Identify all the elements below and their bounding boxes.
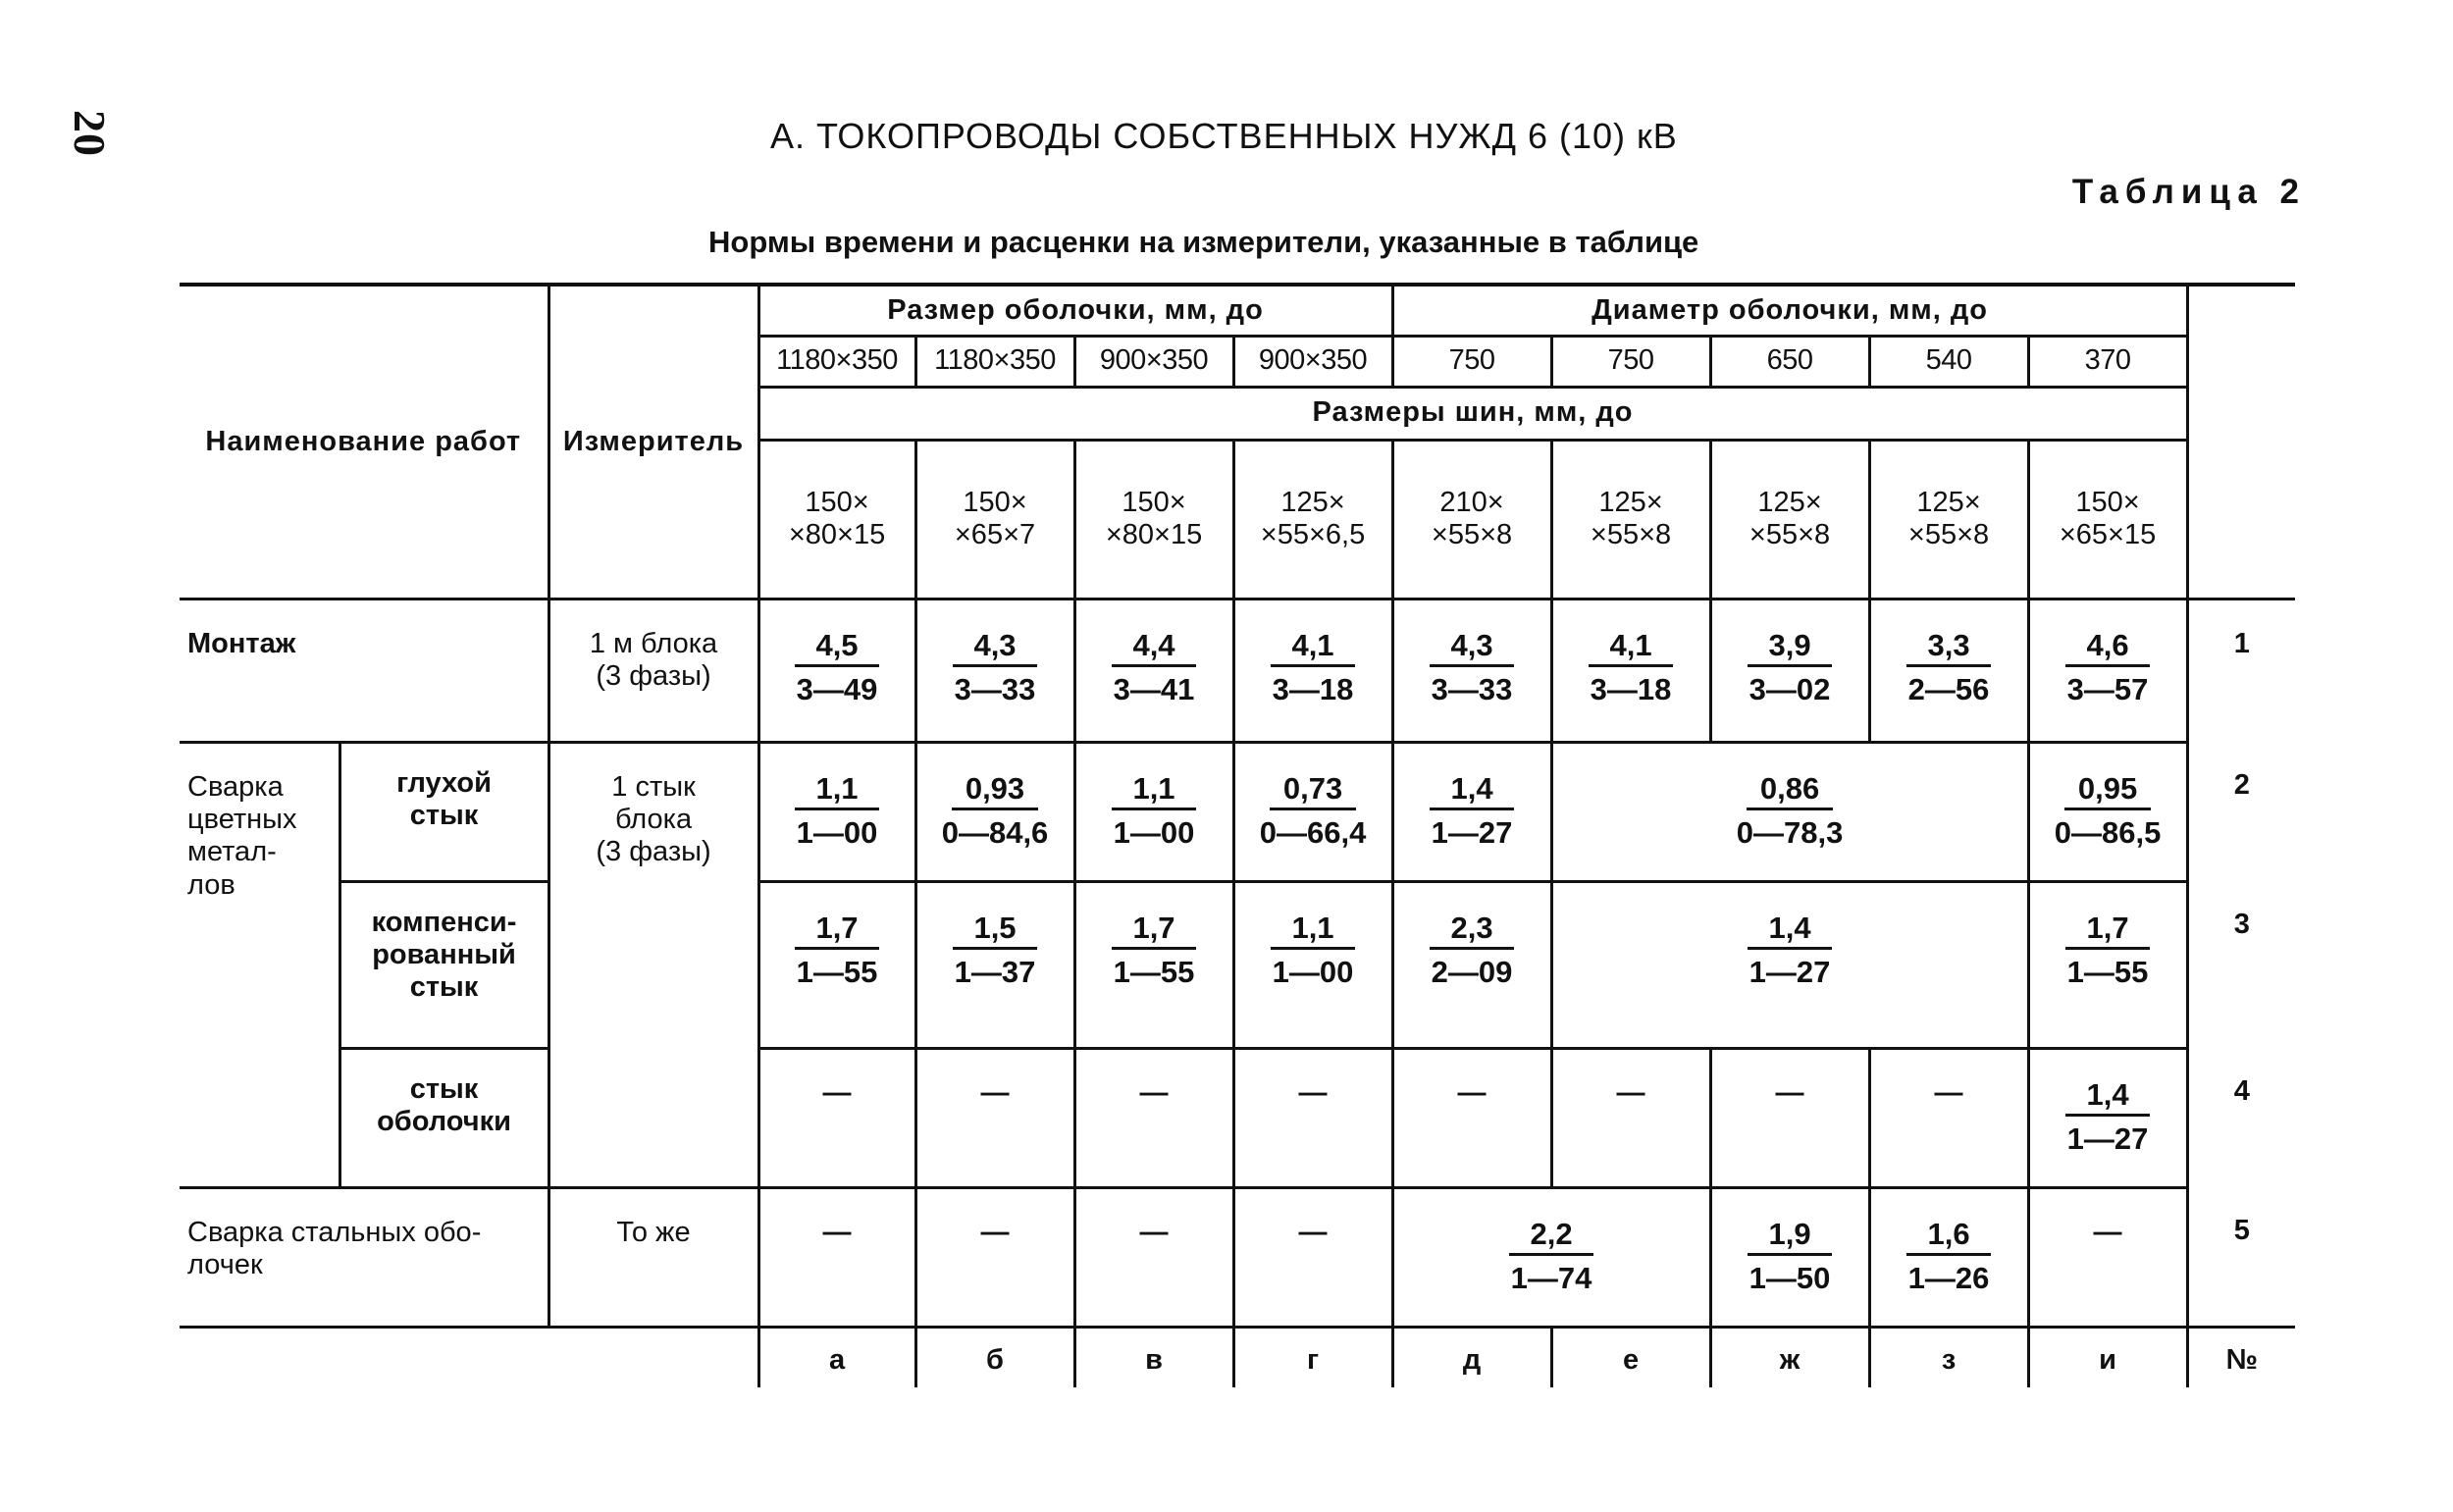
fraction-numerator: 1,7 <box>1112 911 1196 951</box>
meter-joint-block <box>548 742 758 1187</box>
r2-cell-e-z-merged <box>1551 742 2028 881</box>
fraction <box>1430 628 1514 707</box>
bus-dim-line: ×55×8 <box>1590 519 1672 550</box>
work-line: Сварка стальных обо- <box>187 1216 482 1248</box>
fraction-denominator: 1—00 <box>796 815 878 851</box>
col-letter-v: в <box>1074 1327 1233 1387</box>
fraction <box>1737 771 1844 851</box>
r2-cell-a <box>758 742 915 881</box>
fraction-denominator: 3—33 <box>954 672 1036 707</box>
fraction-denominator: 1—50 <box>1748 1261 1831 1296</box>
col-letter-no: № <box>2187 1327 2295 1387</box>
bus-dim-e <box>1551 440 1710 599</box>
fraction-denominator: 1—55 <box>2066 955 2149 990</box>
r2-cell-i <box>2028 742 2187 881</box>
fraction-numerator: 1,6 <box>1906 1217 1991 1257</box>
welding-line: цветных <box>187 803 297 835</box>
bus-dim-line: 150× <box>963 486 1027 518</box>
fraction <box>795 771 879 851</box>
fraction-denominator: 3—49 <box>796 672 878 707</box>
sub-line: глухой <box>396 766 492 799</box>
r2-cell-v <box>1074 742 1233 881</box>
fraction-numerator: 1,9 <box>1748 1217 1832 1257</box>
fraction <box>1271 628 1355 707</box>
r5-cell-i: — <box>2028 1187 2187 1327</box>
fraction-denominator: 1—27 <box>2066 1121 2149 1157</box>
col-letter-a: а <box>758 1327 915 1387</box>
r4-cell-i <box>2028 1048 2187 1187</box>
shell-dim-a: 1180×350 <box>758 336 915 387</box>
r1-cell-i <box>2028 599 2187 742</box>
bus-dim-a <box>758 440 915 599</box>
fraction <box>1112 911 1196 990</box>
r3-cell-e-z-merged <box>1551 881 2028 1048</box>
r5-cell-g: — <box>1233 1187 1392 1327</box>
r5-cell-z <box>1869 1187 2028 1327</box>
r1-cell-zh <box>1710 599 1869 742</box>
r4-cell-d: — <box>1392 1048 1551 1187</box>
shell-dim-z: 540 <box>1869 336 2028 387</box>
footer-blank-work <box>180 1327 548 1387</box>
fraction-numerator: 1,7 <box>795 911 879 951</box>
bus-dim-line: 125× <box>1280 486 1345 518</box>
r2-cell-b <box>915 742 1074 881</box>
fraction-numerator: 0,86 <box>1747 771 1833 811</box>
welding-line: метал- <box>187 836 277 868</box>
header-no-column <box>2187 285 2295 599</box>
meter-line: (3 фазы) <box>596 836 711 868</box>
r3-cell-g <box>1233 881 1392 1048</box>
bus-dim-line: ×80×15 <box>1105 519 1203 550</box>
sub-line: оболочки <box>377 1105 511 1137</box>
r5-cell-b: — <box>915 1187 1074 1327</box>
work-sub-shell-joint <box>339 1048 548 1187</box>
bus-dim-line: ×80×15 <box>788 519 886 550</box>
r5-cell-d-e-merged <box>1392 1187 1710 1327</box>
fraction-denominator: 1—27 <box>1748 955 1831 990</box>
r3-cell-a <box>758 881 915 1048</box>
work-name-steel-shell-welding <box>180 1187 548 1327</box>
fraction-numerator: 1,4 <box>2065 1077 2150 1118</box>
r5-cell-a: — <box>758 1187 915 1327</box>
fraction <box>795 628 879 707</box>
row-number-3: 3 <box>2187 881 2295 1048</box>
r4-cell-zh: — <box>1710 1048 1869 1187</box>
fraction-denominator: 2—09 <box>1431 955 1513 990</box>
r1-cell-z <box>1869 599 2028 742</box>
fraction-numerator: 4,3 <box>1430 628 1514 668</box>
fraction <box>1112 628 1196 707</box>
fraction-numerator: 4,5 <box>795 628 879 668</box>
fraction <box>1748 911 1832 990</box>
meter-block-3phase <box>548 599 758 742</box>
sub-line: стык <box>409 1072 479 1105</box>
r4-cell-z: — <box>1869 1048 2028 1187</box>
fraction <box>1260 771 1367 851</box>
col-letter-i: и <box>2028 1327 2187 1387</box>
fraction-denominator: 0—66,4 <box>1259 815 1367 851</box>
sub-line: компенси- <box>371 906 517 938</box>
work-line: лочек <box>187 1248 263 1280</box>
r1-cell-e <box>1551 599 1710 742</box>
fraction <box>1112 771 1196 851</box>
row-number-4: 4 <box>2187 1048 2295 1187</box>
welding-line: лов <box>187 868 235 901</box>
col-letter-b: б <box>915 1327 1074 1387</box>
fraction-denominator: 0—86,5 <box>2054 815 2162 851</box>
fraction-numerator: 1,1 <box>1271 911 1355 951</box>
fraction-numerator: 4,1 <box>1271 628 1355 668</box>
bus-dim-i <box>2028 440 2187 599</box>
fraction-numerator: 4,4 <box>1112 628 1196 668</box>
bus-dim-line: 150× <box>2075 486 2140 518</box>
row-number-2: 2 <box>2187 742 2295 881</box>
bus-dim-line: ×55×8 <box>1748 519 1831 550</box>
fraction <box>2065 1077 2150 1157</box>
fraction <box>1589 628 1673 707</box>
shell-dim-d: 750 <box>1392 336 1551 387</box>
shell-dim-g: 900×350 <box>1233 336 1392 387</box>
fraction-numerator: 1,1 <box>1112 771 1196 811</box>
fraction-numerator: 4,3 <box>953 628 1037 668</box>
bus-dim-b <box>915 440 1074 599</box>
col-letter-g: г <box>1233 1327 1392 1387</box>
fraction <box>2065 911 2150 990</box>
bus-dim-line: ×65×15 <box>2059 519 2157 550</box>
sub-line: рованный <box>372 938 516 970</box>
fraction-numerator: 2,2 <box>1509 1217 1593 1257</box>
fraction-numerator: 3,3 <box>1906 628 1991 668</box>
header-meter: Измеритель <box>548 285 758 599</box>
fraction-denominator: 3—18 <box>1272 672 1354 707</box>
r3-cell-b <box>915 881 1074 1048</box>
work-name-montage: Монтаж <box>180 599 548 742</box>
fraction-denominator: 0—84,6 <box>941 815 1049 851</box>
bus-dim-line: 125× <box>1757 486 1822 518</box>
row-number-5: 5 <box>2187 1187 2295 1327</box>
bus-dim-line: ×65×7 <box>954 519 1036 550</box>
header-bus-size-group: Размеры шин, мм, до <box>758 387 2187 440</box>
fraction-numerator: 1,1 <box>795 771 879 811</box>
fraction-denominator: 1—55 <box>796 955 878 990</box>
fraction-numerator: 1,4 <box>1430 771 1514 811</box>
r3-cell-d <box>1392 881 1551 1048</box>
sub-line: стык <box>409 971 479 1004</box>
fraction <box>1509 1217 1593 1296</box>
fraction-numerator: 3,9 <box>1748 628 1832 668</box>
fraction <box>1748 628 1832 707</box>
bus-dim-z <box>1869 440 2028 599</box>
fraction-numerator: 0,95 <box>2064 771 2151 811</box>
fraction <box>1748 1217 1832 1296</box>
fraction-denominator: 1—27 <box>1431 815 1513 851</box>
fraction-denominator: 1—00 <box>1272 955 1354 990</box>
r1-cell-d <box>1392 599 1551 742</box>
col-letter-d: д <box>1392 1327 1551 1387</box>
bus-dim-v <box>1074 440 1233 599</box>
header-work-name: Наименование работ <box>180 285 548 599</box>
r5-cell-zh <box>1710 1187 1869 1327</box>
shell-dim-v: 900×350 <box>1074 336 1233 387</box>
bus-dim-line: ×55×8 <box>1431 519 1513 550</box>
page-number: 20 <box>65 110 115 157</box>
r4-cell-g: — <box>1233 1048 1392 1187</box>
section-title: А. ТОКОПРОВОДЫ СОБСТВЕННЫХ НУЖД 6 (10) кВ <box>770 116 1678 156</box>
fraction <box>1271 911 1355 990</box>
col-letter-z: з <box>1869 1327 2028 1387</box>
fraction-denominator: 1—55 <box>1113 955 1195 990</box>
r1-cell-a <box>758 599 915 742</box>
header-shell-size-group: Размер оболочки, мм, до <box>758 285 1392 336</box>
fraction-numerator: 1,7 <box>2065 911 2150 951</box>
fraction-denominator: 0—78,3 <box>1736 815 1844 851</box>
fraction <box>2055 771 2162 851</box>
fraction-numerator: 1,4 <box>1748 911 1832 951</box>
welding-line: Сварка <box>187 770 284 803</box>
fraction <box>2065 628 2150 707</box>
row-number-1: 1 <box>2187 599 2295 742</box>
r1-cell-g <box>1233 599 1392 742</box>
meter-line: 1 м блока <box>589 627 718 659</box>
r3-cell-v <box>1074 881 1233 1048</box>
bus-dim-line: 210× <box>1439 486 1504 518</box>
fraction-numerator: 4,6 <box>2065 628 2150 668</box>
fraction <box>795 911 879 990</box>
fraction <box>953 911 1037 990</box>
r2-cell-d <box>1392 742 1551 881</box>
fraction-denominator: 1—26 <box>1907 1261 1990 1296</box>
r1-cell-v <box>1074 599 1233 742</box>
fraction <box>1906 628 1991 707</box>
col-letter-zh: ж <box>1710 1327 1869 1387</box>
r2-cell-g <box>1233 742 1392 881</box>
bus-dim-zh <box>1710 440 1869 599</box>
meter-same: То же <box>548 1187 758 1327</box>
work-sub-compensated-joint <box>339 881 548 1048</box>
fraction <box>1430 771 1514 851</box>
col-letter-e: е <box>1551 1327 1710 1387</box>
fraction-numerator: 1,5 <box>953 911 1037 951</box>
header-shell-diameter-group: Диаметр оболочки, мм, до <box>1392 285 2187 336</box>
bus-dim-line: 125× <box>1598 486 1663 518</box>
fraction-numerator: 0,73 <box>1270 771 1356 811</box>
bus-dim-g <box>1233 440 1392 599</box>
table-caption: Нормы времени и расценки на измерители, указанные в таблице <box>708 225 1699 259</box>
meter-line: блока <box>614 803 693 835</box>
norms-table <box>180 283 2295 1387</box>
shell-dim-b: 1180×350 <box>915 336 1074 387</box>
work-name-welding-nonferrous <box>180 742 339 1187</box>
fraction-numerator: 0,93 <box>952 771 1038 811</box>
fraction <box>1906 1217 1991 1296</box>
shell-dim-zh: 650 <box>1710 336 1869 387</box>
shell-dim-e: 750 <box>1551 336 1710 387</box>
fraction-denominator: 3—33 <box>1431 672 1513 707</box>
fraction-denominator: 1—00 <box>1113 815 1195 851</box>
fraction-denominator: 3—41 <box>1113 672 1195 707</box>
r4-cell-b: — <box>915 1048 1074 1187</box>
r3-cell-i <box>2028 881 2187 1048</box>
fraction-denominator: 3—18 <box>1590 672 1672 707</box>
fraction-numerator: 4,1 <box>1589 628 1673 668</box>
fraction-denominator: 1—74 <box>1510 1261 1592 1296</box>
bus-dim-line: 125× <box>1916 486 1981 518</box>
fraction-denominator: 1—37 <box>954 955 1036 990</box>
meter-line: 1 стык <box>611 770 696 803</box>
bus-dim-d <box>1392 440 1551 599</box>
footer-blank-meter <box>548 1327 758 1387</box>
bus-dim-line: ×55×8 <box>1907 519 1990 550</box>
shell-dim-i: 370 <box>2028 336 2187 387</box>
r5-cell-v: — <box>1074 1187 1233 1327</box>
meter-line: (3 фазы) <box>596 659 711 692</box>
sub-line: стык <box>409 799 479 831</box>
bus-dim-line: 150× <box>805 486 869 518</box>
bus-dim-line: 150× <box>1122 486 1186 518</box>
bus-dim-line: ×55×6,5 <box>1260 519 1366 550</box>
table-label: Таблица 2 <box>2071 173 2306 211</box>
fraction-denominator: 3—02 <box>1748 672 1831 707</box>
r1-cell-b <box>915 599 1074 742</box>
fraction <box>942 771 1049 851</box>
fraction-denominator: 2—56 <box>1907 672 1990 707</box>
fraction-numerator: 2,3 <box>1430 911 1514 951</box>
r4-cell-v: — <box>1074 1048 1233 1187</box>
r4-cell-a: — <box>758 1048 915 1187</box>
fraction <box>1430 911 1514 990</box>
fraction <box>953 628 1037 707</box>
r4-cell-e: — <box>1551 1048 1710 1187</box>
work-sub-blind-joint <box>339 742 548 881</box>
fraction-denominator: 3—57 <box>2066 672 2149 707</box>
